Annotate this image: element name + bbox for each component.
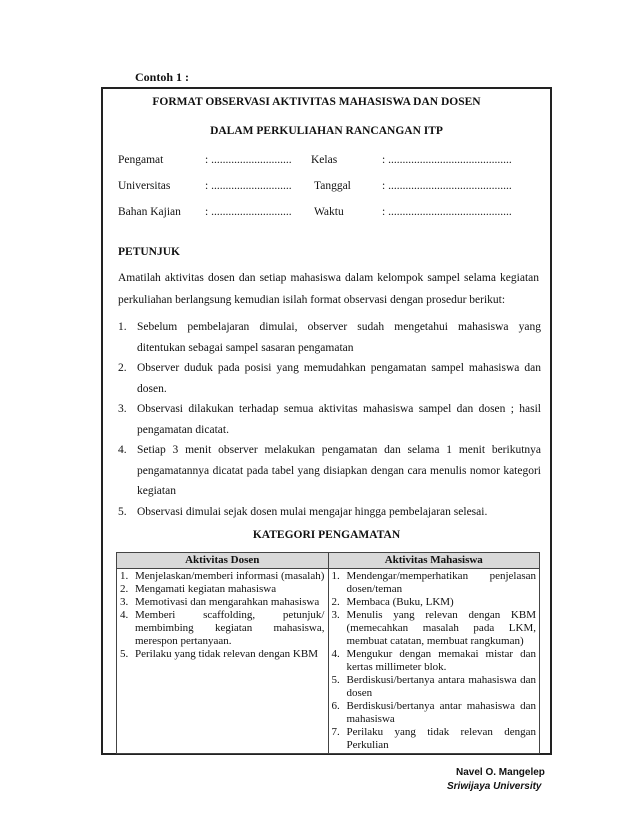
list-item [332,674,537,700]
procedure-step [118,317,541,358]
paragraph-line: perkuliahan berlangsung kemudian isilah format observasi dengan prosedur berikut: [118,294,506,306]
field-blank: : ........................................... [382,206,512,218]
item-number: 1. [120,570,129,582]
step-text: Observasi dimulai sejak dosen mulai mengajar hingga pembelajaran selesai. [137,505,488,518]
field-blank: : ............................ [205,154,292,166]
mahasiswa-activity-list [332,570,537,752]
item-number: 5. [120,648,129,660]
item-text: Menjelaskan/memberi informasi (masalah) [135,570,325,582]
item-number: 2. [331,596,340,608]
item-text: Membaca (Buku, LKM) [346,596,454,608]
item-text: Menulis yang relevan dengan KBM (memecahkan masalah pada LKM, membuat catatan, membuat rangkuman) [346,609,536,647]
step-number: 4. [118,444,127,456]
field-blank: : ............................ [205,206,292,218]
field-label: Tanggal [314,180,351,192]
item-text: Berdiskusi/bertanya antara mahasiswa dan dosen [346,674,536,699]
petunjuk-paragraph [118,267,539,311]
item-text: Perilaku yang tidak relevan dengan Perkulian [346,726,536,751]
item-number: 5. [331,674,340,686]
category-table [116,552,540,754]
item-number: 6. [331,700,340,712]
step-text: Sebelum pembelajaran dimulai, observer sudah mengetahui mahasiswa yang ditentukan sebagai sampel sasaran pengamatan [137,321,541,354]
item-number: 1. [331,570,340,582]
item-text: Mendengar/memperhatikan penjelasan dosen/teman [346,570,536,595]
procedure-step [118,502,541,523]
table-row [117,569,540,754]
kategori-heading: KATEGORI PENGAMATAN [252,529,401,541]
column-header-dosen: Aktivitas Dosen [117,553,329,569]
list-item [332,596,537,609]
item-number: 4. [120,609,129,621]
form-title-line1: FORMAT OBSERVASI AKTIVITAS MAHASISWA DAN DOSEN [152,96,481,108]
step-number: 5. [118,505,127,518]
procedure-step [118,399,541,440]
procedure-step [118,358,541,399]
paragraph-line: Amatilah aktivitas dosen dan setiap mahasiswa dalam kelompok sampel selama kegiatan [118,272,539,284]
procedure-step [118,440,541,502]
dosen-activities-cell [117,569,329,754]
item-text: Mengamati kegiatan mahasiswa [135,583,277,595]
item-text: Mengukur dengan memakai mistar dan kertas millimeter blok. [346,648,536,673]
list-item [120,648,325,661]
petunjuk-heading: PETUNJUK [118,246,180,258]
item-text: Berdiskusi/bertanya antar mahasiswa dan mahasiswa [346,700,536,725]
item-text: Perilaku yang tidak relevan dengan KBM [135,648,318,660]
field-label: Waktu [314,206,344,218]
list-item [120,583,325,596]
step-number: 2. [118,362,127,374]
list-item [332,570,537,596]
column-header-mahasiswa: Aktivitas Mahasiswa [328,553,540,569]
field-label: Kelas [311,154,338,166]
list-item [332,648,537,674]
dosen-activity-list [120,570,325,661]
field-label: Pengamat [118,154,164,166]
author-name: Navel O. Mangelep [456,767,545,778]
step-number: 3. [118,403,127,415]
item-text: Memberi scaffolding, petunjuk/ membimbing kegiatan mahasiswa, merespon pertanyaan. [135,609,325,647]
list-item [332,700,537,726]
step-text: Setiap 3 menit observer melakukan pengamatan dan selama 1 menit berikutnya pengamatannya dicatat pada tabel yang disiapkan dengan cara menulis nomor kategori kegiatan [137,444,541,497]
step-number: 1. [118,321,127,333]
step-text: Observer duduk pada posisi yang memudahkan pengamatan sampel mahasiswa dan dosen. [137,362,541,395]
table-header-row [117,553,540,569]
item-number: 7. [331,726,340,738]
list-item [120,596,325,609]
procedure-list [118,317,541,522]
item-number: 3. [120,596,129,608]
field-blank: : ............................ [205,180,292,192]
form-title-line2: DALAM PERKULIAHAN RANCANGAN ITP [210,125,443,137]
item-number: 3. [331,609,340,621]
observation-form-frame [101,87,552,755]
list-item [332,609,537,648]
list-item [120,609,325,648]
item-number: 2. [120,583,129,595]
item-text: Memotivasi dan mengarahkan mahasiswa [135,596,320,608]
step-text: Observasi dilakukan terhadap semua aktivitas mahasiswa sampel dan dosen ; hasil pengamatan dicatat. [137,403,541,436]
field-blank: : ........................................... [382,180,512,192]
list-item [120,570,325,583]
field-label: Universitas [118,180,171,192]
field-blank: : ........................................... [382,154,512,166]
author-university: Sriwijaya University [447,781,542,792]
field-label: Bahan Kajian [118,206,181,218]
list-item [332,726,537,752]
item-number: 4. [331,648,340,660]
example-label: Contoh 1 : [135,70,190,84]
mahasiswa-activities-cell [328,569,540,754]
